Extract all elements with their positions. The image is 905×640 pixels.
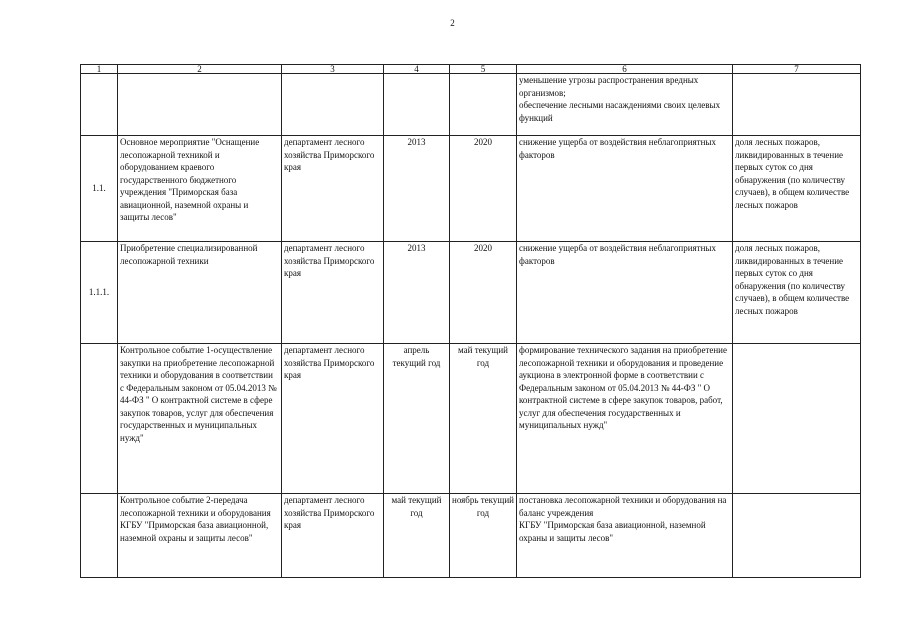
expected-result — [517, 344, 733, 494]
executor: департамент лесного хозяйства Приморского края — [282, 136, 384, 242]
indicator — [733, 344, 861, 494]
measure-name: Контрольное событие 2-передача лесопожарной техники и оборудования КГБУ "Приморская база авиационной, наземной охраны и защиты лесов" — [118, 494, 282, 578]
start-date — [384, 74, 450, 136]
end-date: 2020 — [450, 242, 517, 344]
executor: департамент лесного хозяйства Приморского края — [282, 344, 384, 494]
table-row — [81, 494, 861, 578]
end-date — [450, 74, 517, 136]
header-cell: 7 — [733, 65, 861, 74]
measures-table — [80, 64, 861, 578]
end-date: ноябрь текущий год — [450, 494, 517, 578]
executor: департамент лесного хозяйства Приморского края — [282, 494, 384, 578]
expected-result-text: снижение ущерба от воздействия неблагоприятных факторов — [519, 243, 716, 266]
expected-result — [517, 136, 733, 242]
row-number — [81, 344, 118, 494]
header-row — [81, 65, 861, 74]
header-cell: 4 — [384, 65, 450, 74]
table-row — [81, 242, 861, 344]
indicator: доля лесных пожаров, ликвидированных в течение первых суток со дня обнаружения (по количеству случаев), в общем количестве лесных пожаров — [733, 136, 861, 242]
row-number: 1.1.1. — [81, 242, 118, 344]
expected-result — [517, 494, 733, 578]
measure-name: Контрольное событие 1-осуществление закупки на приобретение лесопожарной техники и оборудования в соответствии с Федеральным законом от 05.04.2013 № 44-ФЗ " О контрактной системе в сфере закупок товаров, услуг для обеспечения государственных и муниципальных нужд" — [118, 344, 282, 494]
expected-result-text: снижение ущерба от воздействия неблагоприятных факторов — [519, 137, 716, 160]
expected-result — [517, 74, 733, 136]
header-cell: 1 — [81, 65, 118, 74]
expected-result-text: уменьшение угрозы распространения вредных организмов; обеспечение лесными насаждениями своих целевых функций — [519, 75, 721, 123]
indicator — [733, 494, 861, 578]
start-date: май текущий год — [384, 494, 450, 578]
measure-name: Приобретение специализированной лесопожарной техники — [118, 242, 282, 344]
row-number — [81, 74, 118, 136]
executor — [282, 74, 384, 136]
table-row — [81, 344, 861, 494]
header-cell: 5 — [450, 65, 517, 74]
table-row — [81, 136, 861, 242]
expected-result — [517, 242, 733, 344]
row-number — [81, 494, 118, 578]
header-cell: 3 — [282, 65, 384, 74]
expected-result-text: постановка лесопожарной техники и оборудования на баланс учреждения КГБУ "Приморская база авиационной, наземной охраны и защиты лесов" — [519, 495, 727, 543]
header-cell: 6 — [517, 65, 733, 74]
start-date: 2013 — [384, 242, 450, 344]
executor: департамент лесного хозяйства Приморского края — [282, 242, 384, 344]
end-date: 2020 — [450, 136, 517, 242]
measure-name: Основное мероприятие "Оснащение лесопожарной техникой и оборудованием краевого государственного бюджетного учреждения "Приморская база авиационной, наземной охраны и защиты лесов" — [118, 136, 282, 242]
start-date: апрель текущий год — [384, 344, 450, 494]
indicator: доля лесных пожаров, ликвидированных в течение первых суток со дня обнаружения (по количеству случаев), в общем количестве лесных пожаров — [733, 242, 861, 344]
row-number: 1.1. — [81, 136, 118, 242]
indicator — [733, 74, 861, 136]
measure-name — [118, 74, 282, 136]
start-date: 2013 — [384, 136, 450, 242]
expected-result-text: формирование технического задания на приобретение лесопожарной техники и оборудования и проведение аукциона в электронной форме в соответствии с Федеральным законом от 05.04.2013 № 44-ФЗ " О контрактной системе в сфере закупок товаров, работ, услуг для обеспечения государственных и муниципальных нужд" — [519, 345, 727, 430]
end-date: май текущий год — [450, 344, 517, 494]
table-row — [81, 74, 861, 136]
page-number: 2 — [450, 18, 455, 28]
header-cell: 2 — [118, 65, 282, 74]
